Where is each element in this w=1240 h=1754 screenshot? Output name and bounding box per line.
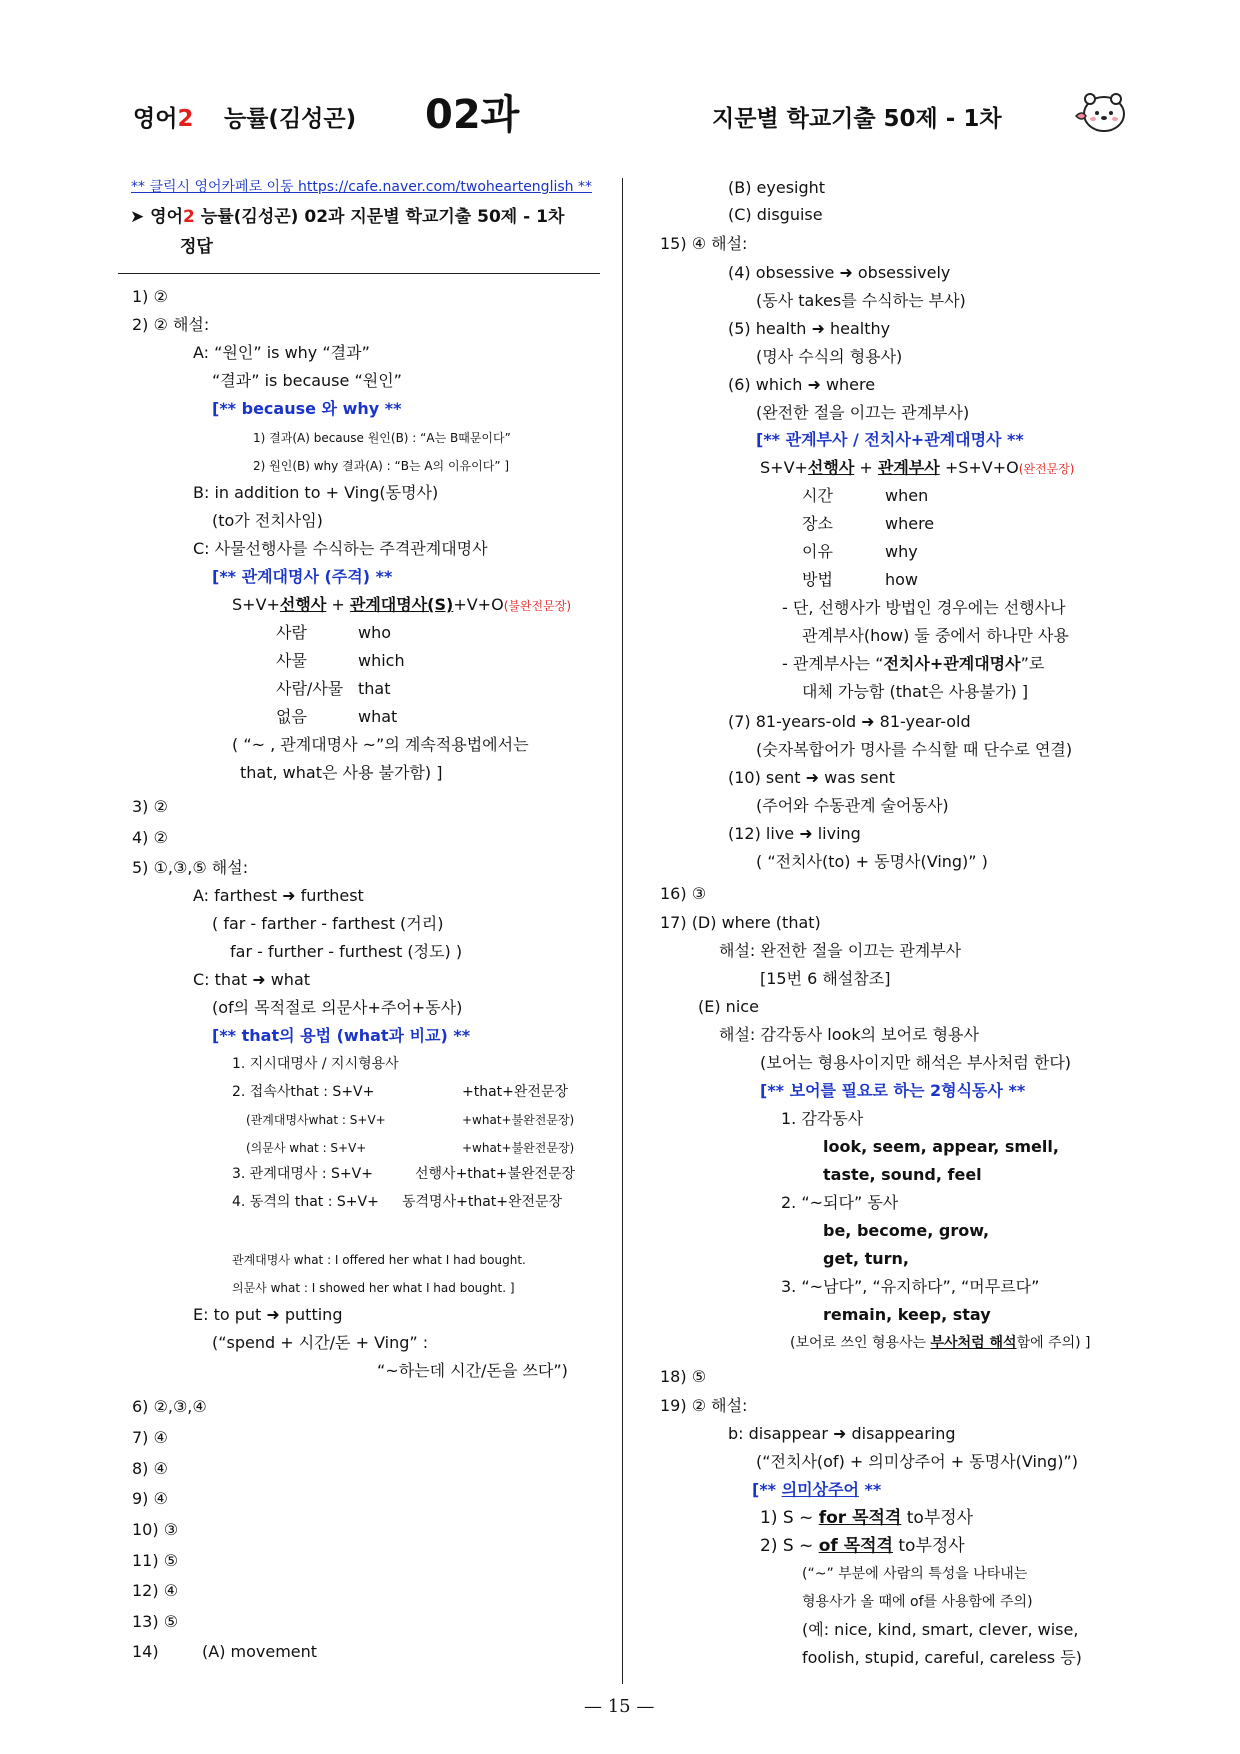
note-heading: [** 관계대명사 (주격) ** [212, 567, 393, 586]
answer-11: 11) ⑤ [132, 1551, 179, 1570]
text-line [782, 654, 1044, 674]
section-title-rest: 능률(김성곤) 02과 지문별 학교기출 50제 - 1차 [200, 207, 565, 227]
text-line: (4) obsessive ➜ obsessively [728, 263, 951, 282]
text-span: 관계대명사(S) [349, 595, 454, 614]
answer-12: 12) ④ [132, 1581, 179, 1600]
page-number: — 15 — [584, 1696, 655, 1717]
text-span: ** [858, 1480, 882, 1499]
text-line: 동격명사+that+완전문장 [402, 1194, 563, 1210]
text-line: A: farthest ➜ furthest [193, 886, 364, 905]
text-span: S+V+ [760, 458, 808, 477]
text-line: (6) which ➜ where [728, 375, 876, 394]
text-span: + [331, 595, 345, 614]
text-line: get, turn, [823, 1249, 909, 1268]
text-line: C: that ➜ what [193, 970, 311, 989]
text-span: [** [752, 1480, 782, 1499]
text-span: 2) S ~ [760, 1536, 819, 1556]
text-line: (주어와 수동관계 술어동사) [756, 796, 949, 815]
text-span: + [859, 458, 873, 477]
text-line: what [358, 707, 398, 726]
text-span: 선행사 [279, 595, 327, 614]
text-line [760, 1508, 973, 1528]
text-line: 대체 가능함 (that은 사용불가) ] [802, 682, 1029, 701]
answer-1: 1) ② [132, 287, 168, 306]
text-line: remain, keep, stay [823, 1305, 991, 1324]
text-span: +S+V+O [944, 458, 1019, 477]
text-line: far - further - furthest (정도) ) [230, 942, 463, 961]
text-line: 1) 결과(A) because 원인(B) : “A는 B때문이다” [253, 431, 511, 445]
answer-9: 9) ④ [132, 1489, 168, 1508]
text-line: 방법 [802, 570, 833, 589]
text-line: 1. 감각동사 [781, 1109, 864, 1128]
text-span: 의미상주어 [781, 1480, 859, 1499]
section-title-line2: 정답 [180, 237, 213, 257]
text-line: 2. 접속사that : S+V+ [232, 1084, 375, 1100]
text-line: 4. 동격의 that : S+V+ [232, 1194, 379, 1210]
text-span: 선행사 [807, 458, 855, 477]
header-subject-text: 영어 [133, 106, 178, 132]
text-line: 2) 원인(B) why 결과(A) : “B는 A의 이유이다” ] [253, 459, 510, 473]
answer-8: 8) ④ [132, 1459, 168, 1478]
text-line: (to가 전치사임) [212, 511, 323, 530]
answer-16: 16) ③ [660, 884, 707, 903]
text-line: 3. 관계대명사 : S+V+ [232, 1166, 373, 1182]
text-line: (예: nice, kind, smart, clever, wise, [802, 1620, 1079, 1639]
text-line: 선행사+that+불완전문장 [415, 1166, 576, 1182]
text-line: (“전치사(of) + 의미상주어 + 동명사(Ving)”) [756, 1452, 1078, 1471]
text-span: (불완전문장) [503, 599, 572, 613]
formula-line [760, 458, 1074, 479]
section-title [130, 202, 564, 227]
text-span: ”로 [1020, 654, 1045, 673]
text-line: 이유 [802, 542, 833, 561]
note-heading [752, 1480, 881, 1500]
text-line: how [885, 570, 919, 589]
note-heading: [** because 와 why ** [212, 399, 402, 418]
formula-line [232, 595, 571, 616]
section-title-num: 2 [183, 207, 195, 227]
text-line: look, seem, appear, smell, [823, 1137, 1059, 1156]
text-line: 1. 지시대명사 / 지시형용사 [232, 1056, 399, 1072]
text-line: (5) health ➜ healthy [728, 319, 891, 338]
note-heading: [** 보어를 필요로 하는 2형식동사 ** [760, 1081, 1026, 1100]
text-line: 해설: 감각동사 look의 보어로 형용사 [719, 1025, 979, 1044]
text-line: +that+완전문장 [462, 1084, 568, 1100]
text-line: taste, sound, feel [823, 1165, 982, 1184]
text-line: why [885, 542, 918, 561]
answer-4: 4) ② [132, 828, 168, 847]
answer-5: 5) ①,③,⑤ 해설: [132, 858, 249, 877]
text-line: 2. “~되다” 동사 [781, 1193, 899, 1212]
text-line: (B) eyesight [728, 178, 826, 197]
text-line: 3. “~남다”, “유지하다”, “머무르다” [781, 1277, 1040, 1296]
text-line: (보어는 형용사이지만 해석은 부사처럼 한다) [760, 1053, 1072, 1072]
text-line: [15번 6 해설참조] [760, 969, 891, 988]
text-line: 없음 [276, 707, 307, 726]
answer-3: 3) ② [132, 797, 168, 816]
answer-14: 14) [132, 1642, 159, 1661]
answer-13: 13) ⑤ [132, 1612, 179, 1631]
answer-19: 19) ② 해설: [660, 1396, 748, 1415]
text-span: 부사처럼 해석 [930, 1335, 1017, 1351]
text-line: 장소 [802, 514, 833, 533]
text-line: when [885, 486, 929, 505]
text-line: (숫자복합어가 명사를 수식할 때 단수로 연결) [756, 740, 1073, 759]
text-line: (E) nice [698, 997, 759, 1016]
text-line: - 단, 선행사가 방법인 경우에는 선행사나 [782, 598, 1066, 617]
text-line [760, 1536, 965, 1556]
text-line: +what+불완전문장) [462, 1141, 575, 1155]
text-line: 사물 [276, 651, 307, 670]
note-heading: [** 관계부사 / 전치사+관계대명사 ** [756, 430, 1024, 449]
text-line: C: 사물선행사를 수식하는 주격관계대명사 [193, 539, 488, 558]
text-line: who [358, 623, 392, 642]
text-line: “~하는데 시간/돈을 쓰다”) [377, 1361, 568, 1380]
header-lesson: 02과 [425, 92, 520, 138]
text-span: - 관계부사는 “ [782, 654, 884, 673]
text-line: 사람 [276, 623, 307, 642]
text-line: where [885, 514, 935, 533]
text-line: ( far - farther - farthest (거리) [212, 914, 444, 933]
text-span: 관계부사 [877, 458, 940, 477]
text-line: (10) sent ➜ was sent [728, 768, 896, 787]
answer-17: 17) (D) where (that) [660, 913, 821, 932]
header-rule [118, 273, 600, 274]
answer-18: 18) ⑤ [660, 1367, 707, 1386]
text-line: (“spend + 시간/돈 + Ving” : [212, 1333, 429, 1352]
text-span: 함에 주의) ] [1016, 1335, 1091, 1351]
text-line: ( “~ , 관계대명사 ~”의 계속적용법에서는 [232, 735, 529, 754]
answer-6: 6) ②,③,④ [132, 1397, 207, 1416]
text-line: 사람/사물 [276, 679, 344, 698]
answer-2: 2) ② 해설: [132, 315, 210, 334]
text-line: ( “전치사(to) + 동명사(Ving)” ) [756, 852, 988, 871]
header-subject-num: 2 [177, 106, 194, 132]
text-line: (명사 수식의 형용사) [756, 347, 903, 366]
section-title-arrow: ➤ [130, 207, 145, 227]
note-heading: [** that의 용법 (what과 비교) ** [212, 1026, 471, 1045]
text-line: (12) live ➜ living [728, 824, 861, 843]
text-line: 해설: 완전한 절을 이끄는 관계부사 [719, 941, 962, 960]
text-line: which [358, 651, 405, 670]
text-line: b: disappear ➜ disappearing [728, 1424, 956, 1443]
text-span: +V+O [453, 595, 504, 614]
text-span: S+V+ [232, 595, 280, 614]
header-subject [133, 100, 193, 133]
text-line: (A) movement [202, 1642, 318, 1661]
answer-10: 10) ③ [132, 1520, 179, 1539]
text-line: 관계부사(how) 둘 중에서 하나만 사용 [802, 626, 1069, 645]
text-line: +what+불완전문장) [462, 1113, 575, 1127]
text-span: for 목적격 [818, 1508, 902, 1528]
text-line: 시간 [802, 486, 833, 505]
answer-15: 15) ④ 해설: [660, 234, 748, 253]
text-span: 1) S ~ [760, 1508, 819, 1528]
text-line [790, 1333, 1090, 1353]
text-line: (동사 takes를 수식하는 부사) [756, 291, 966, 310]
text-line: (의문사 what : S+V+ [246, 1141, 367, 1155]
text-line: A: “원인” is why “결과” [193, 343, 370, 362]
text-line: (of의 목적절로 의문사+주어+동사) [212, 998, 463, 1017]
text-line: 형용사가 올 때에 of를 사용함에 주의) [802, 1594, 1033, 1610]
text-line: (관계대명사what : S+V+ [246, 1113, 386, 1127]
text-line: “결과” is because “원인” [212, 371, 402, 390]
text-span: to부정사 [892, 1536, 965, 1556]
text-line: 관계대명사 what : I offered her what I had bought. [232, 1253, 526, 1267]
text-line: foolish, stupid, careful, careless 등) [802, 1648, 1082, 1667]
text-line: 의문사 what : I showed her what I had bought. ] [232, 1281, 515, 1295]
answer-7: 7) ④ [132, 1428, 168, 1447]
text-line: E: to put ➜ putting [193, 1305, 343, 1324]
header-title: 지문별 학교기출 50제 - 1차 [712, 106, 1002, 132]
text-line: that [358, 679, 391, 698]
text-span: 전치사+관계대명사 [883, 654, 1021, 673]
section-title-pre: 영어 [150, 207, 184, 227]
text-span: of 목적격 [818, 1536, 893, 1556]
text-line: (“~” 부분에 사람의 특성을 나타내는 [802, 1566, 1028, 1582]
text-span: to부정사 [901, 1508, 974, 1528]
text-span: (보어로 쓰인 형용사는 [790, 1335, 931, 1351]
bear-mascot-icon [1072, 88, 1130, 136]
text-line: that, what은 사용 불가함) ] [240, 763, 443, 782]
text-line: B: in addition to + Ving(동명사) [193, 483, 439, 502]
text-span: (완전문장) [1018, 462, 1075, 476]
header-publisher: 능률(김성곤) [224, 106, 357, 132]
text-line: (C) disguise [728, 205, 823, 224]
text-line: (완전한 절을 이끄는 관계부사) [756, 403, 970, 422]
cafe-link[interactable]: ** 클릭시 영어카페로 이동 https://cafe.naver.com/twoheartenglish ** [131, 179, 592, 195]
text-line: be, become, grow, [823, 1221, 990, 1240]
column-divider [622, 178, 623, 1684]
text-line: (7) 81-years-old ➜ 81-year-old [728, 712, 971, 731]
